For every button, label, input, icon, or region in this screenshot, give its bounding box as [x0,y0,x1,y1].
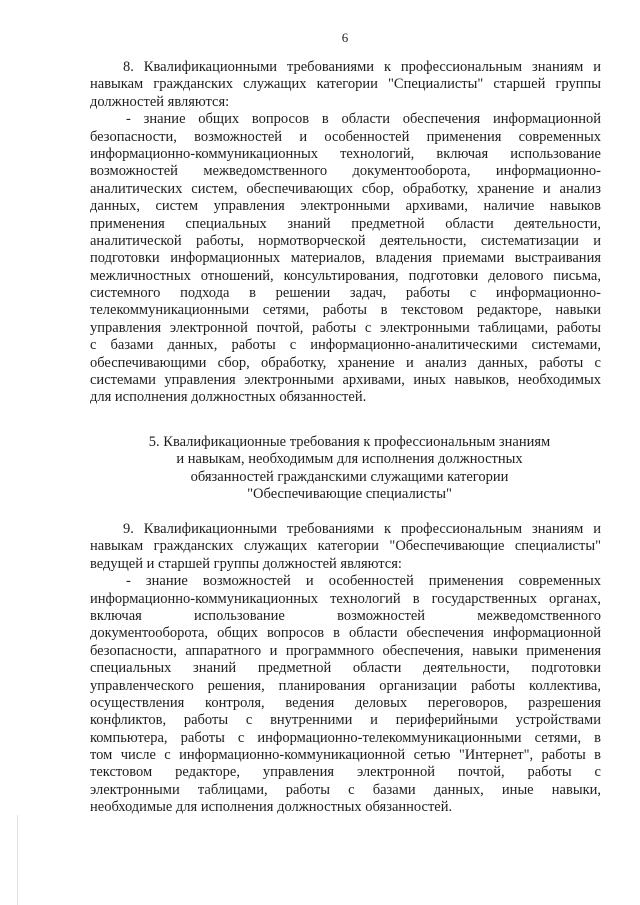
text-line: конфликтов, работы с внутренними и периферийными устройствами [90,712,601,729]
text-line: межличностных отношений, консультирования, подготовки делового письма, [90,267,601,284]
text-line: - знание общих вопросов в области обеспечения информационной [126,111,601,128]
text-line: электронными таблицами, работы с базами данных, иные навыки, [90,781,601,798]
text-line: с базами данных, работы с информационно-аналитическими системами, [90,337,601,354]
text-line: информационно-коммуникационных технологий в государственных органах, [90,590,601,607]
text-line: возможностей межведомственного документооборота, информационно- [90,163,601,180]
text-line: применения специальных знаний предметной области деятельности, [90,215,601,232]
text-line: телекоммуникационными сетями, работы в текстовом редакторе, навыки [90,302,601,319]
text-line: системного подхода в решении задач, работы с информационно- [90,285,601,302]
text-line: подготовки информационных материалов, владения приемами выстраивания [90,250,601,267]
section-heading-5 [94,434,605,504]
text-line: должностей являются: [90,93,230,110]
page-number: 6 [341,30,349,45]
text-line: для исполнения должностных обязанностей. [90,389,367,406]
text-line: навыкам гражданских служащих категории "Обеспечивающие специалисты" [90,538,601,555]
text-line: том числе с информационно-коммуникационной сетью "Интернет", работы в [90,747,601,764]
text-line: управленческого решения, планирования организации работы коллектива, [90,677,601,694]
text-line: документооборота, общих вопросов в области обеспечения информационной [90,625,601,642]
text-line: системами управления электронными архивами, иных навыков, необходимых [90,372,601,389]
text-line: информационно-коммуникационных технологий, включая использование [90,145,601,162]
text-line: навыкам гражданских служащих категории "Специалисты" старшей группы [90,76,601,93]
text-line: аналитических систем, обеспечивающих сбор, обработку, хранение и анализ [90,180,601,197]
text-line: специальных знаний предметной области деятельности, подготовки [90,660,601,677]
paragraph-8 [90,59,601,407]
text-line: данных, систем управления электронными архивами, наличие навыков [90,198,601,215]
text-line: необходимые для исполнения должностных обязанностей. [90,799,453,816]
text-line: осуществления контроля, ведения деловых переговоров, разрешения [90,694,601,711]
heading-line: "Обеспечивающие специалисты" [247,486,452,503]
paragraph-9 [90,521,601,817]
text-line: - знание возможностей и особенностей применения современных [126,573,601,590]
text-line: текстовом редакторе, управления электронной почтой, работы с [90,764,601,781]
text-line: включая использование возможностей межведомственного [90,607,601,624]
text-line: 8. Квалификационными требованиями к профессиональным знаниям и [123,59,601,75]
scan-edge-artifact [17,815,18,905]
text-line: безопасности, аппаратного и программного обеспечения, навыки применения [90,642,601,659]
heading-line: обязанностей гражданскими служащими категории [190,468,509,485]
heading-line: 5. Квалификационные требования к профессиональным знаниям [148,434,551,450]
text-line: обеспечивающими сбор, обработку, хранение и анализ данных, работы с [90,354,601,371]
text-line: аналитической работы, нормотворческой деятельности, систематизации и [90,232,601,249]
heading-line: и навыкам, необходимым для исполнения должностных [176,451,523,468]
text-line: 9. Квалификационными требованиями к профессиональным знаниям и [123,521,601,537]
text-line: управления электронной почтой, работы с электронными таблицами, работы [90,319,601,336]
text-line: безопасности, возможностей и особенностей применения современных [90,128,601,145]
text-line: ведущей и старшей группы должностей являются: [90,555,402,572]
text-line: компьютера, работы с информационно-телекоммуникационными сетями, в [90,729,601,746]
